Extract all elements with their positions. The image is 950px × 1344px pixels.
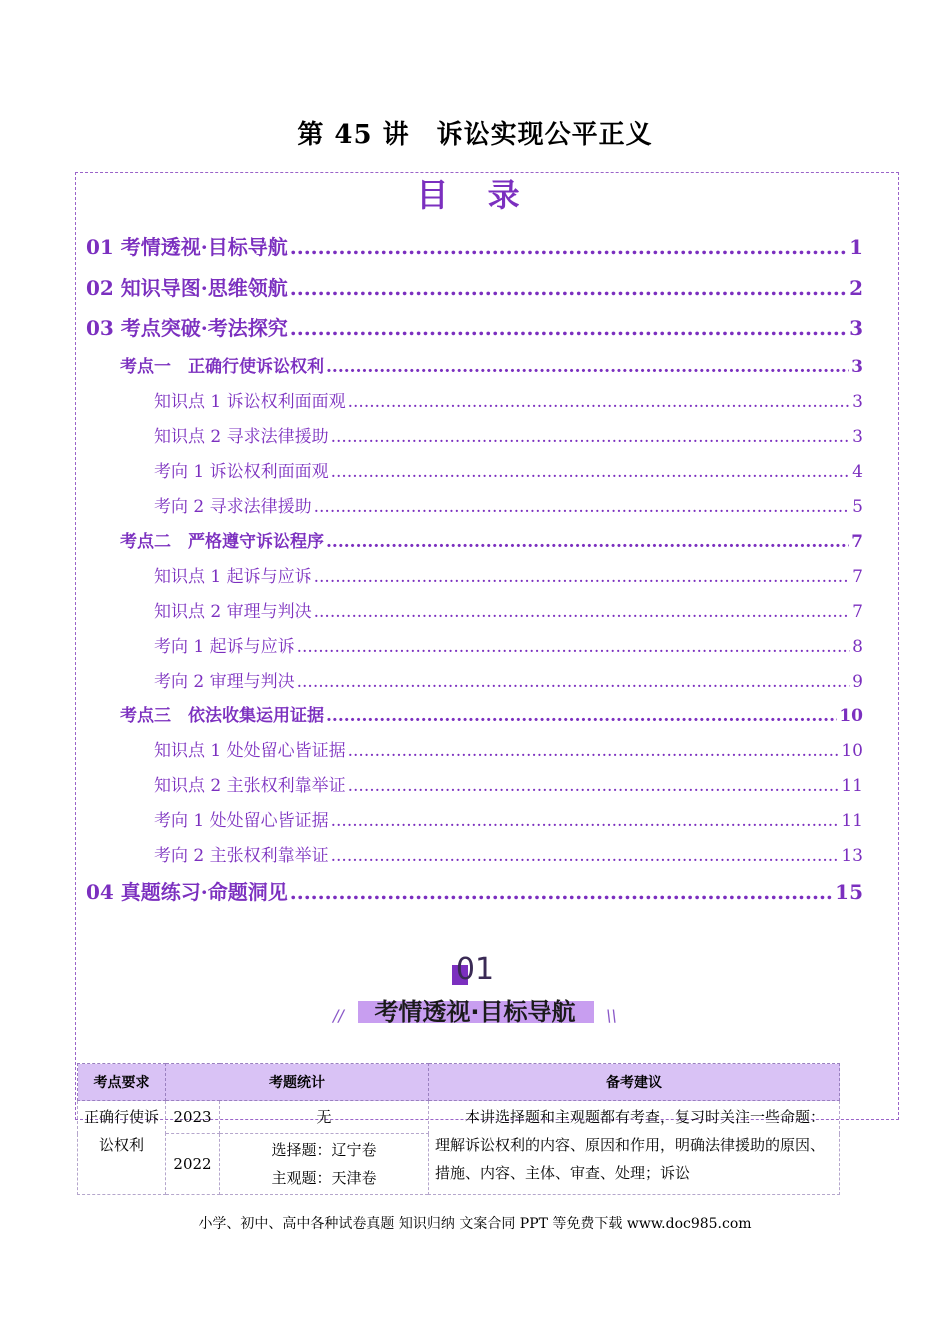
toc-entry-label: 知识点 2 主张权利靠举证 xyxy=(154,776,346,796)
toc-entry-label: 考点二 严格遵守诉讼程序 xyxy=(120,532,324,552)
toc-entry[interactable] xyxy=(86,312,863,341)
toc-leader-dots xyxy=(297,672,851,692)
toc-leader-dots xyxy=(290,235,847,259)
toc-entry-label: 考向 2 审理与判决 xyxy=(154,672,295,692)
toc-entry[interactable] xyxy=(154,597,863,622)
toc-leader-dots xyxy=(326,532,849,552)
toc-leader-dots xyxy=(326,706,837,726)
toc-leader-dots xyxy=(348,741,840,761)
table-header-row xyxy=(78,1064,840,1101)
toc-entry-label: 知识点 2 寻求法律援助 xyxy=(154,427,329,447)
toc-leader-dots xyxy=(331,462,851,482)
toc-entry-page: 2 xyxy=(849,276,863,300)
page-title: 第 45 讲 诉讼实现公平正义 xyxy=(297,120,653,150)
toc-entry-label: 知识点 2 审理与判决 xyxy=(154,602,312,622)
toc-entry-page: 11 xyxy=(841,776,863,796)
toc-entry-page: 13 xyxy=(841,846,863,866)
toc-entry[interactable] xyxy=(154,632,863,657)
year-cell: 2023 xyxy=(166,1101,220,1134)
toc-entry-label: 考点三 依法收集运用证据 xyxy=(120,706,324,726)
toc-heading: 目 录 xyxy=(416,176,534,214)
toc-entry[interactable] xyxy=(120,701,863,726)
stat-line: 主观题：天津卷 xyxy=(271,1169,377,1187)
toc-entry-page: 3 xyxy=(852,427,863,447)
toc-leader-dots xyxy=(290,880,833,904)
toc-entry[interactable] xyxy=(154,562,863,587)
toc-entry-label: 知识点 1 诉讼权利面面观 xyxy=(154,392,346,412)
toc-entry[interactable] xyxy=(86,876,863,905)
toc-entry-page: 11 xyxy=(841,811,863,831)
toc-entry-page: 7 xyxy=(852,602,863,622)
requirement-cell: 正确行使诉讼权利 xyxy=(78,1101,166,1195)
toc-leader-dots xyxy=(290,316,847,340)
toc-entry[interactable] xyxy=(154,736,863,761)
toc-entry[interactable] xyxy=(154,492,863,517)
toc-leader-dots xyxy=(314,602,851,622)
toc-entry-page: 8 xyxy=(852,637,863,657)
toc-entry-label: 考向 2 主张权利靠举证 xyxy=(154,846,329,866)
toc-entry-page: 7 xyxy=(851,532,863,552)
toc-leader-dots xyxy=(314,567,851,587)
stat-line: 选择题：辽宁卷 xyxy=(271,1141,377,1159)
table-row xyxy=(78,1101,840,1134)
toc-entry-page: 5 xyxy=(852,497,863,517)
toc-entry-page: 1 xyxy=(849,235,863,259)
table-header: 考点要求 xyxy=(78,1064,166,1101)
toc-entry-page: 3 xyxy=(852,392,863,412)
toc-entry[interactable] xyxy=(154,841,863,866)
toc-entry-page: 9 xyxy=(852,672,863,692)
toc-leader-dots xyxy=(348,392,851,412)
table-header: 考题统计 xyxy=(166,1064,429,1101)
toc-entry[interactable] xyxy=(120,352,863,377)
toc-entry-page: 7 xyxy=(852,567,863,587)
toc-entry[interactable] xyxy=(154,422,863,447)
toc-entry[interactable] xyxy=(154,771,863,796)
toc-leader-dots xyxy=(331,811,840,831)
toc-entry-label: 03 考点突破·考法探究 xyxy=(86,316,288,340)
toc-entry-page: 3 xyxy=(849,316,863,340)
toc-entry-label: 02 知识导图·思维领航 xyxy=(86,276,288,300)
toc-leader-dots xyxy=(290,276,847,300)
toc-entry-page: 10 xyxy=(841,741,863,761)
toc-entry-label: 01 考情透视·目标导航 xyxy=(86,235,288,259)
toc-entry-label: 知识点 1 处处留心皆证据 xyxy=(154,741,346,761)
table-header: 备考建议 xyxy=(429,1064,840,1101)
toc-leader-dots xyxy=(331,427,851,447)
toc-entry-page: 10 xyxy=(839,706,863,726)
toc-leader-dots xyxy=(297,637,851,657)
toc-entry-label: 考向 1 诉讼权利面面观 xyxy=(154,462,329,482)
toc-entry[interactable] xyxy=(154,457,863,482)
section-slash-left: // xyxy=(333,1006,344,1025)
toc-leader-dots xyxy=(326,357,849,377)
toc-entry-label: 知识点 1 起诉与应诉 xyxy=(154,567,312,587)
toc-leader-dots xyxy=(348,776,840,796)
toc-entry-label: 考点一 正确行使诉讼权利 xyxy=(120,357,324,377)
toc-entry[interactable] xyxy=(154,387,863,412)
toc-entry[interactable] xyxy=(154,806,863,831)
toc-leader-dots xyxy=(331,846,840,866)
section-title: 考情透视·目标导航 xyxy=(374,998,576,1026)
toc-entry-page: 4 xyxy=(852,462,863,482)
toc-entry-label: 考向 1 起诉与应诉 xyxy=(154,637,295,657)
toc-entry[interactable] xyxy=(86,231,863,260)
toc-entry-page: 3 xyxy=(851,357,863,377)
toc-leader-dots xyxy=(314,497,851,517)
toc-entry-page: 15 xyxy=(835,880,863,904)
page-footer: 小学、初中、高中各种试卷真题 知识归纳 文案合同 PPT 等免费下载 www.doc985.com xyxy=(198,1216,752,1232)
year-cell: 2022 xyxy=(166,1134,220,1195)
toc-entry[interactable] xyxy=(154,667,863,692)
toc-entry-label: 考向 2 寻求法律援助 xyxy=(154,497,312,517)
toc-entry-label: 考向 1 处处留心皆证据 xyxy=(154,811,329,831)
section-number: 01 xyxy=(455,952,495,987)
toc-entry[interactable] xyxy=(120,527,863,552)
toc-entry[interactable] xyxy=(86,272,863,301)
section-slash-right: \\ xyxy=(606,1006,617,1025)
toc-entry-label: 04 真题练习·命题洞见 xyxy=(86,880,288,904)
stat-cell: 无 xyxy=(220,1101,429,1134)
advice-cell: 本讲选择题和主观题都有考查，复习时关注一些命题：理解诉讼权利的内容、原因和作用，明确法律援助的原因、措施、内容、主体、审查、处理；诉讼 xyxy=(429,1101,840,1195)
exam-requirements-table xyxy=(77,1063,840,1195)
stat-cell xyxy=(220,1134,429,1195)
